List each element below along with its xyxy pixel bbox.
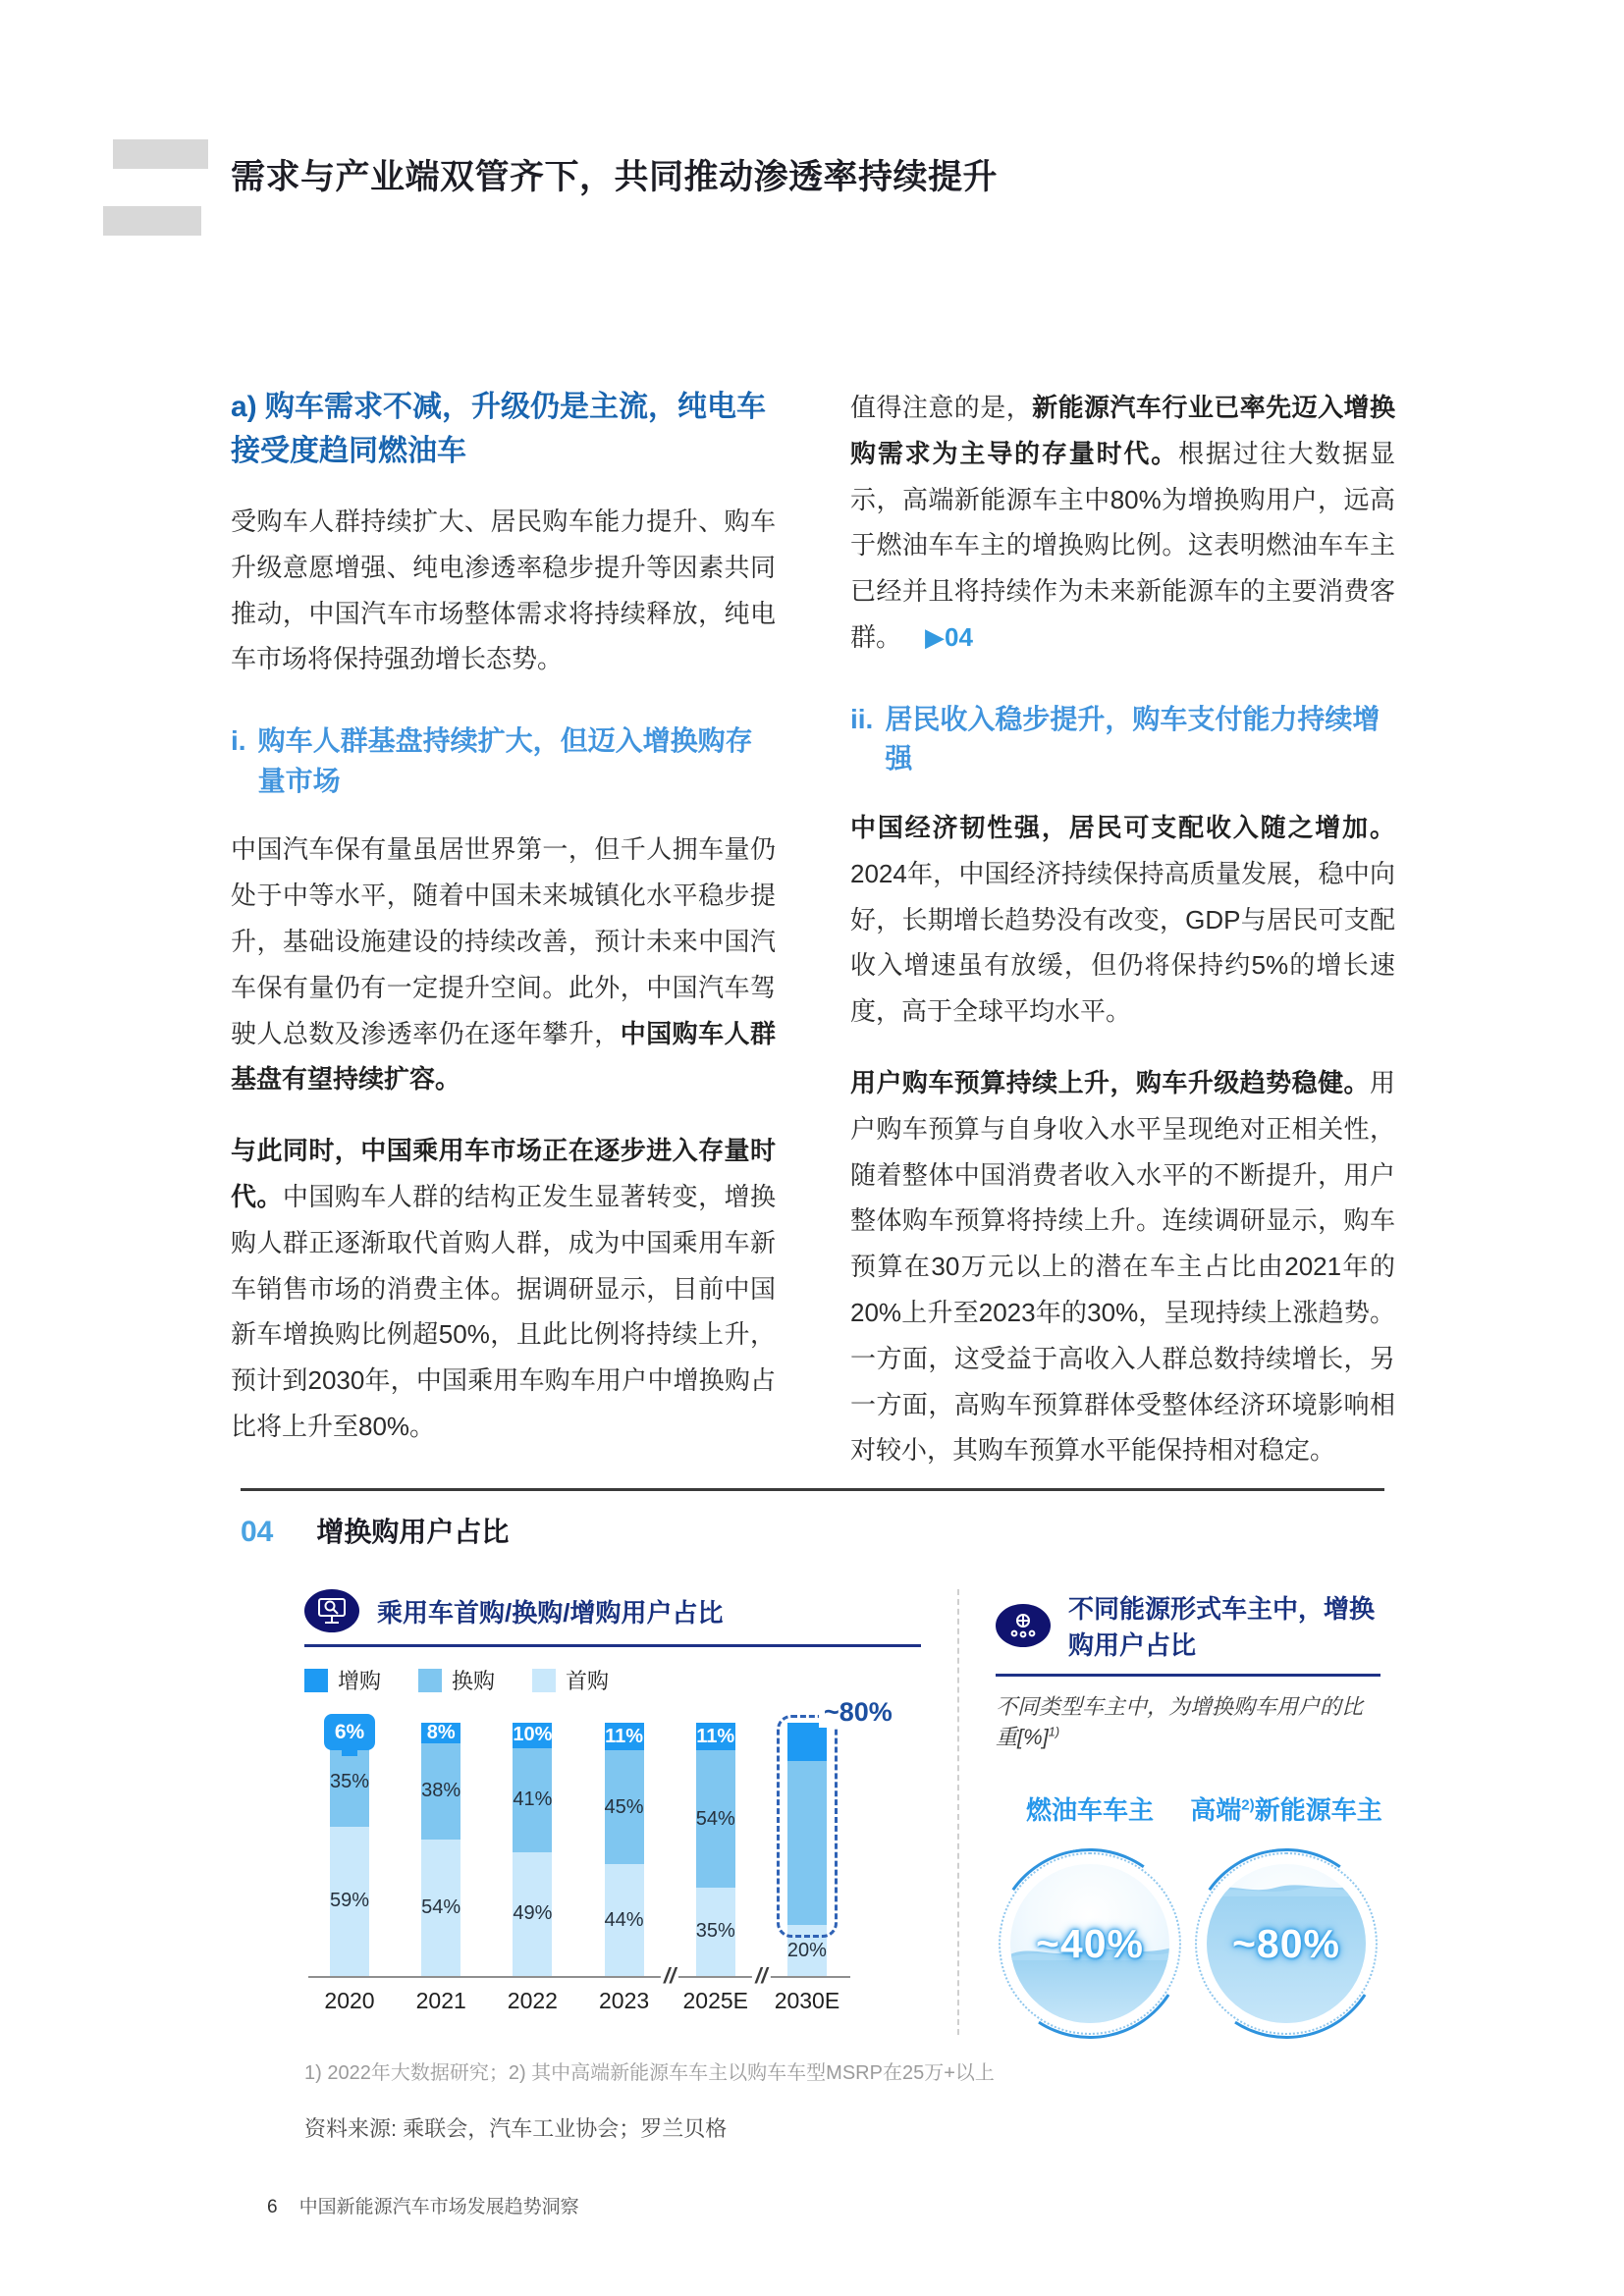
gauge-value: ~40% (1035, 1920, 1144, 1966)
segment-value: 41% (513, 1789, 553, 1811)
heading-ii-prefix: ii. (850, 703, 874, 734)
segment-value: 35% (695, 1920, 735, 1943)
figure-header (241, 1511, 1384, 1550)
gauge-label (1190, 1790, 1381, 1827)
heading-a: a) 购车需求不减，升级仍是主流，纯电车接受度趋同燃油车 (231, 391, 767, 467)
segment-换购 (605, 1750, 644, 1864)
gauge-row (996, 1790, 1380, 2035)
text-segment: 高端 (1190, 1795, 1242, 1825)
gauge-label (1026, 1790, 1154, 1827)
bar-legend (304, 1665, 921, 1695)
intro-columns (231, 385, 1395, 1473)
x-axis-label: 2023 (598, 1988, 650, 2013)
segment-value: 38% (421, 1780, 461, 1802)
heading-ii-text: 居民收入稳步提升，购车支付能力持续增强 (885, 703, 1380, 774)
figure-number: 04 (241, 1516, 274, 1548)
heading-i (231, 721, 776, 801)
figure-divider (241, 1488, 1384, 1491)
text-segment: 新能源汽车行业已率先迈入增换购需求为主导的存量时代。 (850, 393, 1395, 468)
paragraph (850, 805, 1395, 1035)
page-title: 需求与产业端双管齐下，共同推动渗透率持续提升 (231, 158, 999, 197)
bar-wrap (696, 1723, 735, 1976)
segment-首购 (696, 1888, 735, 1976)
segment-换购 (696, 1750, 735, 1887)
figure-source: 资料来源: 乘联会，汽车工业协会；罗兰贝格 (304, 2116, 728, 2141)
bar-chart-header (304, 1589, 921, 1647)
gauge-fuel-owners (998, 1790, 1182, 2035)
text-segment: 用户购车预算持续上升，购车升级趋势稳健。 (850, 1067, 1370, 1097)
gauge-chart-title: 不同能源形式车主中，增换购用户占比 (1068, 1594, 1376, 1660)
segment-首购 (421, 1840, 460, 1976)
bar-slot-2030E (774, 1697, 893, 2014)
legend-item (418, 1665, 495, 1695)
segment-value: 8% (426, 1721, 456, 1743)
segment-首购 (605, 1864, 644, 1976)
bar-slot-2020 (324, 1720, 375, 2014)
text-segment: 中国购车人群的结构正发生显著转变，增换购人群正逐渐取代首购人群，成为中国乘用车新车销售市场的消费主体。据调研显示，目前中国新车增换购比例超50%，且此比例将持续上升，预计到2030年，中国乘用车购车用户中增换购占比将上升至80%。 (231, 1181, 776, 1441)
segment-增购 (421, 1723, 460, 1743)
segment-value: 11% (605, 1725, 644, 1747)
gauge-chart-header (996, 1589, 1380, 1677)
stacked-bar-2023 (605, 1723, 644, 1976)
highlight-label: ~80% (819, 1697, 897, 1728)
text-segment: 中国汽车保有量虽居世界第一，但千人拥车量仍处于中等水平，随着中国未来城镇化水平稳步提升，基础设施建设的持续改善，预计未来中国汽车保有量仍有一定提升空间。此外，中国汽车驾驶人总数及渗透率仍在逐年攀升， (231, 834, 776, 1048)
figure-ref-link[interactable]: ▶04 (925, 621, 973, 652)
wave-icon (1010, 1941, 1169, 1960)
heading-i-prefix: i. (231, 725, 246, 757)
x-axis-label: 2022 (507, 1988, 558, 2013)
legend-swatch (532, 1669, 556, 1692)
gauge-subtitle (996, 1690, 1380, 1751)
page-footer (267, 2192, 579, 2218)
paragraph (231, 827, 776, 1102)
bar-chart-title: 乘用车首购/换购/增购用户占比 (377, 1597, 724, 1628)
legend-swatch (304, 1669, 328, 1692)
stacked-bar-2021 (421, 1723, 460, 1976)
monitor-search-icon (304, 1589, 359, 1632)
text-segment: 与此同时，中国乘用车市场正在逐步进入存量时代。 (231, 1136, 776, 1211)
segment-增购 (605, 1723, 644, 1750)
text-segment: 2) (1241, 1796, 1255, 1814)
segment-value: 49% (513, 1902, 553, 1925)
stacked-bar-2022 (513, 1723, 552, 1976)
stacked-bar-2025E (696, 1723, 735, 1976)
decor-gray-bar (113, 139, 208, 169)
axis-break: // (661, 1964, 678, 1988)
footer-text: 中国新能源汽车市场发展趋势洞察 (298, 2197, 579, 2217)
page-number: 6 (267, 2197, 278, 2217)
legend-item (304, 1665, 381, 1695)
segment-value: 35% (329, 1771, 370, 1793)
segment-增购 (513, 1723, 552, 1748)
text-segment: 中国经济韧性强，居民可支配收入随之增加。 (850, 812, 1395, 842)
text-segment: 根据过往大数据显示，高端新能源车主中80%为增换购用户，远高于燃油车车主的增换购比例。这表明燃油车车主已经并且将持续作为未来新能源车的主要消费客群。 (850, 438, 1395, 652)
gauge-circle (1207, 1864, 1366, 2023)
stacked-bar-2020 (330, 1723, 369, 1976)
segment-换购 (513, 1748, 552, 1852)
text-segment: 燃油车车主 (1025, 1795, 1154, 1825)
legend-swatch (418, 1669, 442, 1692)
decor-gray-bar (103, 206, 201, 236)
bar-wrap (329, 1720, 370, 1976)
segment-value: 44% (604, 1908, 644, 1931)
bar-slot-2022 (507, 1723, 558, 2014)
segment-value: 59% (329, 1890, 370, 1912)
segment-首购 (513, 1852, 552, 1976)
gauge-ring (1195, 1852, 1378, 2035)
bar-wrap (786, 1697, 893, 1976)
x-axis-label: 2020 (324, 1988, 375, 2013)
segment-value: 20% (786, 1939, 827, 1961)
gauge-water (1207, 1896, 1366, 2023)
legend-label: 增购 (338, 1669, 382, 1693)
figure-footnote: 1) 2022年大数据研究；2) 其中高端新能源车车主以购车车型MSRP在25万+以上 (304, 2062, 995, 2084)
segment-value: 10% (513, 1724, 553, 1746)
gauge-nev-owners (1190, 1790, 1382, 2035)
figure-separator (957, 1589, 959, 2035)
segment-首购 (330, 1827, 369, 1976)
bar-plot (304, 1695, 921, 2014)
energy-owners-icon (996, 1604, 1051, 1647)
figure-body (304, 1589, 1384, 2035)
figure-04 (241, 1488, 1384, 2143)
right-column (850, 385, 1395, 1473)
text-segment: 不同类型车主中，为增换购车用户的比重[%] (996, 1694, 1364, 1749)
bar-slot-2025E (682, 1723, 749, 2014)
text-segment: 中国购车人群基盘有望持续扩容。 (231, 1018, 776, 1095)
segment-value: 54% (695, 1807, 735, 1830)
left-column (231, 385, 776, 1473)
segment-value: 54% (421, 1896, 461, 1918)
first-bar-badge: 6% (324, 1714, 375, 1750)
gauge-value: ~80% (1231, 1920, 1340, 1966)
gauge-chart-box (996, 1589, 1380, 2035)
text-segment: 1) (1048, 1724, 1060, 1739)
heading-i-text: 购车人群基盘持续扩大，但迈入增换购存量市场 (257, 725, 753, 796)
gauge-circle (1010, 1864, 1169, 2023)
bar-wrap (513, 1723, 552, 1976)
heading-ii (850, 700, 1395, 779)
x-axis-label: 2030E (774, 1988, 840, 2013)
bar-slot-2023 (598, 1723, 650, 2014)
bar-wrap (421, 1723, 460, 1976)
text-segment: 值得注意的是， (850, 393, 1033, 422)
bar-wrap (605, 1723, 644, 1976)
x-axis-label: 2025E (682, 1988, 749, 2013)
segment-value: 45% (604, 1795, 644, 1818)
segment-value: 11% (696, 1725, 735, 1747)
figure-title: 增换购用户占比 (316, 1517, 510, 1547)
text-segment: 新能源车主 (1254, 1795, 1382, 1825)
paragraph (850, 1060, 1395, 1473)
bar-chart-box (304, 1589, 921, 2035)
highlight-outline (777, 1715, 838, 1938)
text-segment: 2024年，中国经济持续保持高质量发展，稳中向好，长期增长趋势没有改变，GDP与居民可支配收入增速虽有放缓，但仍将保持约5%的增长速度，高于全球平均水平。 (850, 858, 1395, 1027)
gauge-water (1010, 1959, 1169, 2023)
paragraph (231, 1128, 776, 1450)
axis-break: // (752, 1964, 770, 1988)
legend-item (532, 1665, 609, 1695)
bar-slot-2021 (415, 1721, 466, 2014)
legend-label: 换购 (452, 1669, 496, 1693)
segment-换购 (421, 1743, 460, 1840)
gauge-ring (999, 1852, 1181, 2035)
x-axis-label: 2021 (415, 1988, 466, 2013)
segment-增购 (696, 1723, 735, 1750)
text-segment: 用户购车预算与自身收入水平呈现绝对正相关性，随着整体中国消费者收入水平的不断提升，用户整体购车预算将持续上升。连续调研显示，购车预算在30万元以上的潜在车主占比由2021年的20%上升至2023年的30%，呈现持续上涨趋势。一方面，这受益于高收入人群总数持续增长，另一方面，高购车预算群体受整体经济环境影响相对较小，其购车预算水平能保持相对稳定。 (850, 1067, 1395, 1466)
paragraph (850, 385, 1395, 661)
paragraph: 受购车人群持续扩大、居民购车能力提升、购车升级意愿增强、纯电渗透率稳步提升等因素共同推动，中国汽车市场整体需求将持续释放，纯电车市场将保持强劲增长态势。 (231, 507, 776, 674)
legend-label: 首购 (566, 1669, 610, 1693)
wave-icon (1207, 1877, 1366, 1896)
